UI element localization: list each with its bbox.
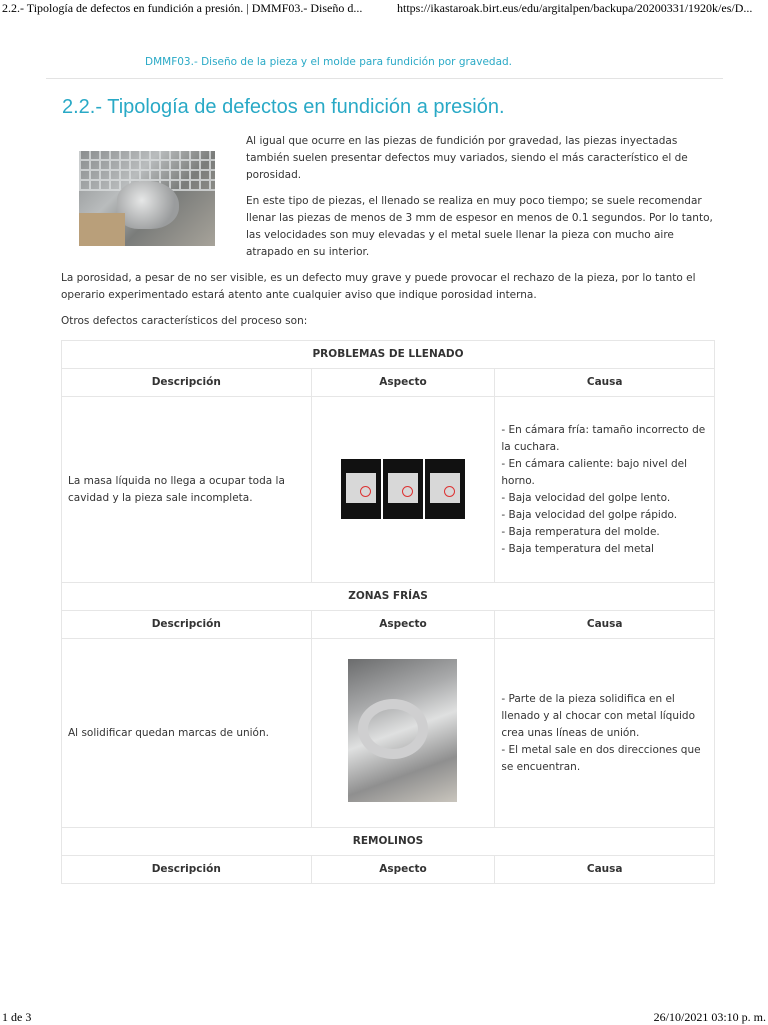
section-heading: ZONAS FRÍAS <box>62 583 715 611</box>
paragraph: La porosidad, a pesar de no ser visible, es un defecto muy grave y puede provocar el rechazo de la pieza, por lo tanto el operario experimentado estará atento ante cualquier aviso que indique porosidad interna. <box>61 272 696 301</box>
cold-zone-photo <box>348 659 457 802</box>
cause-item: - Baja velocidad del golpe rápido. <box>501 508 678 521</box>
divider <box>46 78 723 79</box>
casting-photo <box>79 151 215 246</box>
paragraph: Al igual que ocurre en las piezas de fundición por gravedad, las piezas inyectadas también suelen presentar defectos muy variados, siendo el más característico el de porosidad. <box>246 135 688 181</box>
column-header-descripcion: Descripción <box>62 369 312 397</box>
print-footer <box>0 1009 768 1025</box>
column-header-descripcion: Descripción <box>62 611 312 639</box>
cause-item: - Parte de la pieza solidifica en el llenado y al chocar con metal líquido crea unas líneas de unión. <box>501 692 695 739</box>
print-header-title: 2.2.- Tipología de defectos en fundición a presión. | DMMF03.- Diseño d... <box>2 1 363 15</box>
column-header-aspecto: Aspecto <box>311 611 495 639</box>
cause-item: - Baja velocidad del golpe lento. <box>501 491 671 504</box>
print-datetime: 26/10/2021 03:10 p. m. <box>653 1010 766 1024</box>
section-heading: REMOLINOS <box>62 828 715 856</box>
column-header-causa: Causa <box>495 611 715 639</box>
article-body <box>61 133 715 339</box>
cause-item: - El metal sale en dos direcciones que se encuentran. <box>501 743 701 773</box>
column-header-aspecto: Aspecto <box>311 856 495 884</box>
column-header-descripcion: Descripción <box>62 856 312 884</box>
defect-description: Al solidificar quedan marcas de unión. <box>62 639 312 828</box>
paragraph: En este tipo de piezas, el llenado se realiza en muy poco tiempo; se suele recomendar llenar las piezas de menos de 3 mm de espesor en menos de 0.1 segundos. Por lo tanto, las velocidades son muy elevadas y el metal suele llenar la pieza con mucho aire atrapado en su interior. <box>246 195 713 258</box>
filling-defect-images <box>339 459 467 521</box>
cause-list <box>501 422 708 558</box>
defects-table <box>61 340 715 884</box>
column-header-causa: Causa <box>495 369 715 397</box>
section-heading: PROBLEMAS DE LLENADO <box>62 341 715 369</box>
cause-list <box>501 691 708 776</box>
paragraph: Otros defectos característicos del proceso son: <box>61 315 308 327</box>
page-counter: 1 de 3 <box>2 1010 32 1024</box>
column-header-aspecto: Aspecto <box>311 369 495 397</box>
print-header-url: https://ikastaroak.birt.eus/edu/argitalpen/backupa/20200331/1920k/es/D... <box>397 1 753 15</box>
cause-item: - En cámara caliente: bajo nivel del horno. <box>501 457 688 487</box>
cause-item: - Baja remperatura del molde. <box>501 525 660 538</box>
print-header <box>0 0 768 16</box>
page-title: 2.2.- Tipología de defectos en fundición a presión. <box>62 96 505 118</box>
column-header-causa: Causa <box>495 856 715 884</box>
defect-description: La masa líquida no llega a ocupar toda la cavidad y la pieza sale incompleta. <box>62 397 312 583</box>
cause-item: - En cámara fría: tamaño incorrecto de la cuchara. <box>501 423 706 453</box>
breadcrumb-link[interactable]: DMMF03.- Diseño de la pieza y el molde para fundición por gravedad. <box>145 56 513 68</box>
cause-item: - Baja temperatura del metal <box>501 542 654 555</box>
